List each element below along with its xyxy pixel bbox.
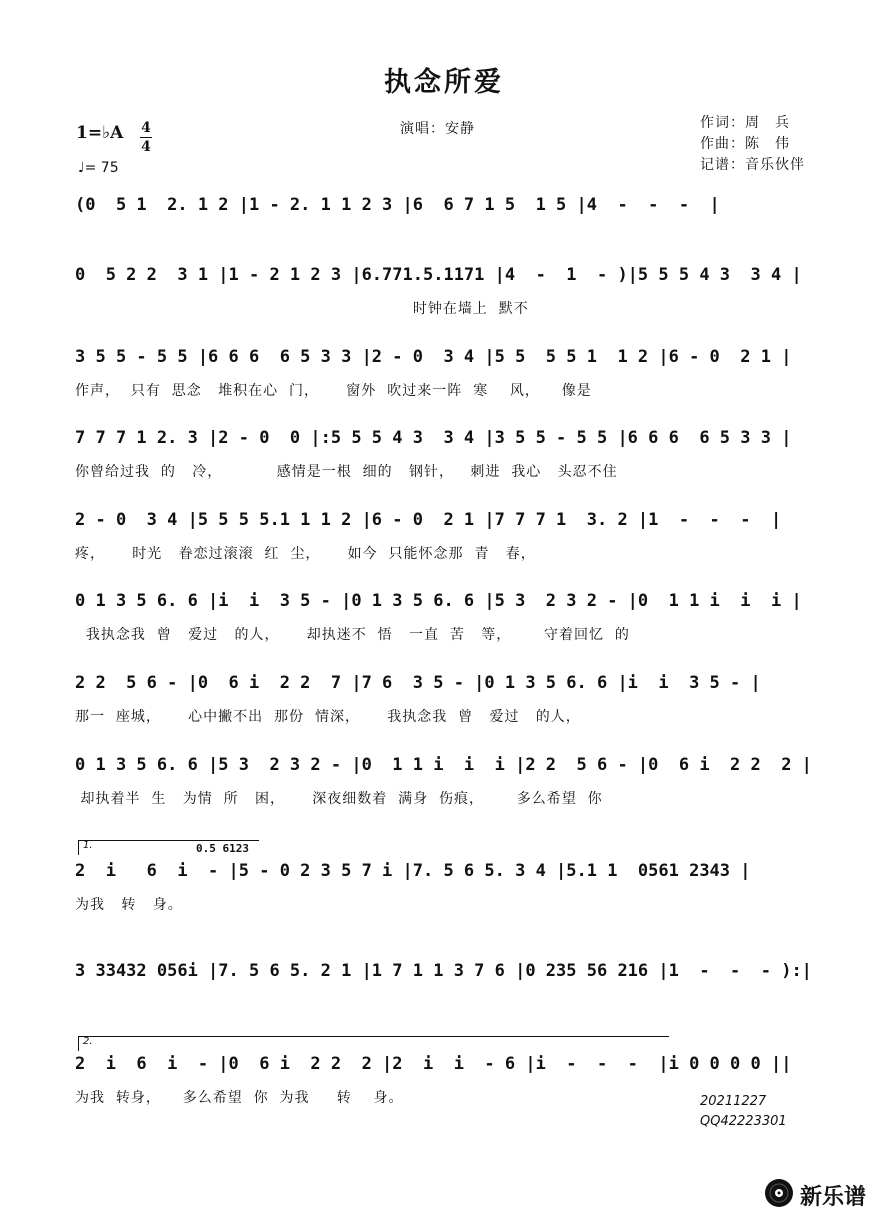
vinyl-record-icon <box>764 1178 794 1208</box>
lyrics-line: 为我 转身， 多么希望 你 为我 转 身。 <box>75 1090 404 1106</box>
notes-line: 2 i 6 i - |5 - 0 2 3 5 7 i |7. 5 6 5. 3 4 |5.1 1 0561 2343 | <box>75 861 751 881</box>
first-ending-number: 1. <box>83 840 93 851</box>
composer-credit: 作曲：陈 伟 <box>700 136 790 152</box>
second-ending-number: 2. <box>83 1036 93 1047</box>
notes-line: 2 2 5 6 - |0 6 i 2 2 7 |7 6 3 5 - |0 1 3 5 6. 6 |i i 3 5 - | <box>75 673 761 693</box>
lyrics-line: 作声， 只有 思念 堆积在心 门， 窗外 吹过来一阵 寒 风， 像是 <box>75 383 592 399</box>
meter-top: 4 <box>141 120 151 136</box>
lyrics-line: 却执着半 生 为情 所 困， 深夜细数着 满身 伤痕， 多么希望 你 <box>75 791 603 807</box>
lyricist-credit: 作词：周 兵 <box>700 115 790 131</box>
grace-notes: 0.5 6123 <box>196 842 249 855</box>
notes-line: 3 5 5 - 5 5 |6 6 6 6 5 3 3 |2 - 0 3 4 |5 5 5 5 1 1 2 |6 - 0 2 1 | <box>75 347 792 367</box>
qq-stamp: QQ42223301 <box>700 1114 787 1129</box>
lyrics-line: 为我 转 身。 <box>75 897 183 913</box>
tempo-value: = 75 <box>84 160 119 176</box>
singer-credit: 演唱：安静 <box>400 121 475 137</box>
quarter-note-icon: ♩ <box>78 160 85 176</box>
notes-line: 0 5 2 2 3 1 |1 - 2 1 2 3 |6.771.5.1171 |4 - 1 - )|5 5 5 4 3 3 4 | <box>75 265 802 285</box>
logo-text: 新乐谱 <box>800 1185 867 1210</box>
notes-line: (0 5 1 2. 1 2 |1 - 2. 1 1 2 3 |6 6 7 1 5 1 5 |4 - - - | <box>75 195 720 215</box>
transcriber-credit: 记谱：音乐伙伴 <box>700 157 805 173</box>
notes-line: 2 i 6 i - |0 6 i 2 2 2 |2 i i - 6 |i - - - |i 0 0 0 0 || <box>75 1054 792 1074</box>
lyrics-line: 那一 座城， 心中撇不出 那份 情深， 我执念我 曾 爱过 的人， <box>75 709 581 725</box>
notes-line: 7 7 7 1 2. 3 |2 - 0 0 |:5 5 5 4 3 3 4 |3 5 5 - 5 5 |6 6 6 6 5 3 3 | <box>75 428 792 448</box>
date-stamp: 20211227 <box>700 1094 767 1109</box>
lyrics-line: 我执念我 曾 爱过 的人， 却执迷不 悟 一直 苦 等， 守着回忆 的 <box>75 627 630 643</box>
notes-line: 0 1 3 5 6. 6 |5 3 2 3 2 - |0 1 1 i i i |2 2 5 6 - |0 6 i 2 2 2 | <box>75 755 812 775</box>
meter-bottom: 4 <box>141 139 151 155</box>
second-ending-bracket <box>78 1036 669 1051</box>
site-logo <box>764 1178 884 1210</box>
notes-line: 0 1 3 5 6. 6 |i i 3 5 - |0 1 3 5 6. 6 |5 3 2 3 2 - |0 1 1 i i i | <box>75 591 802 611</box>
time-signature <box>140 119 152 156</box>
lyrics-line <box>75 994 820 1016</box>
lyrics-line: 你曾给过我 的 冷， 感情是一根 细的 钢针， 刺进 我心 头忍不住 <box>75 464 618 480</box>
song-title: 执念所爱 <box>384 67 504 98</box>
notes-line: 2 - 0 3 4 |5 5 5 5.1 1 1 2 |6 - 0 2 1 |7 7 7 1 3. 2 |1 - - - | <box>75 510 782 530</box>
lyrics-line <box>75 228 820 250</box>
tempo-marking <box>78 160 119 176</box>
lyrics-line: 疼， 时光 眷恋过滚滚 红 尘， 如今 只能怀念那 青 春， <box>75 546 536 562</box>
key-signature: 1=♭A <box>76 123 124 143</box>
lyrics-line: 时钟在墙上 默不 <box>75 301 529 317</box>
notes-line: 3 33432 056i |7. 5 6 5. 2 1 |1 7 1 1 3 7 6 |0 235 56 216 |1 - - - ):| <box>75 961 812 981</box>
